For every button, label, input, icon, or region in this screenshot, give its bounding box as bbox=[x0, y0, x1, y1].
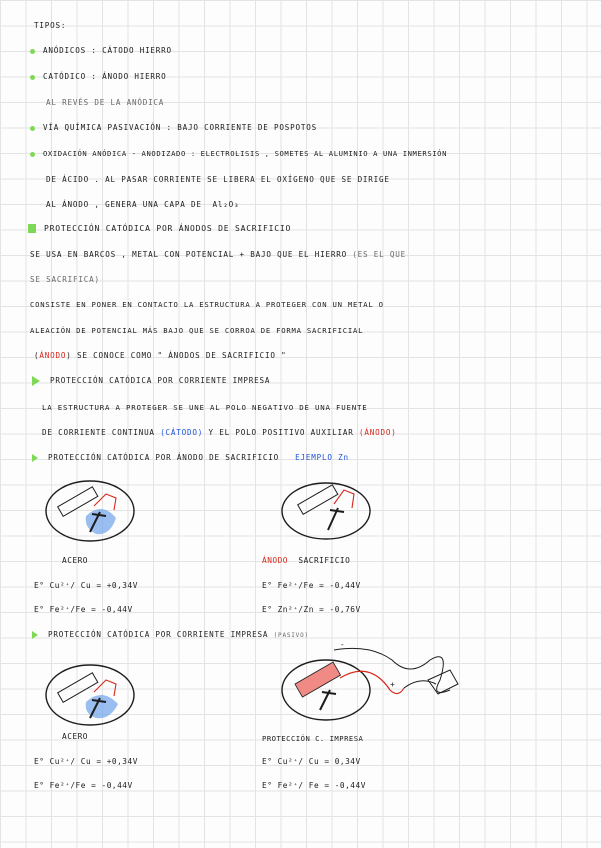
minus-sign: - bbox=[340, 640, 346, 649]
diagram-acero-2 bbox=[44, 660, 144, 730]
heading-tipos: TIPOS: bbox=[34, 21, 67, 30]
note-line: VÍA QUÍMICA PASIVACIÓN : BAJO CORRIENTE DE POSPOTOS bbox=[30, 123, 317, 133]
bullet-triangle-icon bbox=[32, 454, 38, 462]
bullet-icon bbox=[30, 152, 35, 157]
equation: E° Cu²⁺/ Cu = +0,34V bbox=[34, 581, 138, 590]
label-acero: ACERO bbox=[62, 732, 88, 741]
diagram-corriente-impresa bbox=[280, 640, 580, 735]
bullet-triangle-icon bbox=[32, 631, 38, 639]
note-line: AL ÁNODO , GENERA UNA CAPA DE Al₂O₃ bbox=[46, 200, 240, 209]
section-heading: PROTECCIÓN CATÓDICA POR ÁNODO DE SACRIFICIO EJEMPLO Zn bbox=[32, 453, 349, 463]
equation: E° Fe²⁺/ Fe = -0,44V bbox=[262, 781, 366, 790]
equation: E° Fe²⁺/Fe = -0,44V bbox=[262, 581, 361, 590]
label-acero: ACERO bbox=[62, 556, 88, 565]
section-heading: PROTECCIÓN CATÓDICA POR ÁNODOS DE SACRIFICIO bbox=[28, 224, 291, 234]
bullet-icon bbox=[30, 75, 35, 80]
bullet-square-icon bbox=[28, 224, 36, 233]
note-line: DE ÁCIDO . AL PASAR CORRIENTE SE LIBERA EL OXÍGENO QUE SE DIRIGE bbox=[46, 175, 390, 184]
equation: E° Cu²⁺/ Cu = +0,34V bbox=[34, 757, 138, 766]
note-line: SE SACRIFICA) bbox=[30, 275, 100, 284]
note-line: ANÓDICOS : CÁTODO HIERRO bbox=[30, 46, 172, 56]
section-heading: PROTECCIÓN CATÓDICA POR CORRIENTE IMPRESA bbox=[32, 376, 270, 386]
section-heading: PROTECCIÓN CATÓDICA POR CORRIENTE IMPRESA (PASIVO) bbox=[32, 630, 309, 641]
note-line: OXIDACIÓN ANÓDICA - ANODIZADO : ELECTROLISIS , SOMETES AL ALUMINIO A UNA INMERSIÓN bbox=[30, 149, 447, 159]
equation: E° Cu²⁺/ Cu = 0,34V bbox=[262, 757, 361, 766]
label-proteccion-impresa: PROTECCIÓN C. IMPRESA bbox=[262, 734, 364, 743]
diagram-acero-1 bbox=[44, 476, 144, 546]
diagram-anodo-sacrificio bbox=[280, 478, 380, 548]
note-line: LA ESTRUCTURA A PROTEGER SE UNE AL POLO NEGATIVO DE UNA FUENTE bbox=[42, 403, 368, 412]
note-line: CATÓDICO : ÁNODO HIERRO bbox=[30, 72, 167, 82]
bullet-triangle-icon bbox=[32, 376, 40, 386]
bullet-icon bbox=[30, 49, 35, 54]
note-line: AL REVÉS DE LA ANÓDICA bbox=[46, 98, 165, 107]
label-anodo-sacrificio: ÁNODO SACRIFICIO bbox=[262, 556, 351, 565]
plus-sign: + bbox=[390, 680, 396, 689]
equation: E° Fe²⁺/Fe = -0,44V bbox=[34, 605, 133, 614]
bullet-icon bbox=[30, 126, 35, 131]
equation: E° Fe²⁺/Fe = -0,44V bbox=[34, 781, 133, 790]
equation: E° Zn²⁺/Zn = -0,76V bbox=[262, 605, 361, 614]
note-line: SE USA EN BARCOS , METAL CON POTENCIAL + BAJO QUE EL HIERRO (ES EL QUE bbox=[30, 250, 407, 259]
note-line: (ÁNODO) SE CONOCE COMO " ÁNODOS DE SACRIFICIO " bbox=[34, 351, 287, 360]
note-line: DE CORRIENTE CONTINUA (CÁTODO) Y EL POLO POSITIVO AUXILIAR (ÁNODO) bbox=[42, 428, 397, 437]
note-line: ALEACIÓN DE POTENCIAL MÁS BAJO QUE SE CORROA DE FORMA SACRIFICIAL bbox=[30, 326, 364, 335]
note-line: CONSISTE EN PONER EN CONTACTO LA ESTRUCTURA A PROTEGER CON UN METAL O bbox=[30, 300, 384, 309]
